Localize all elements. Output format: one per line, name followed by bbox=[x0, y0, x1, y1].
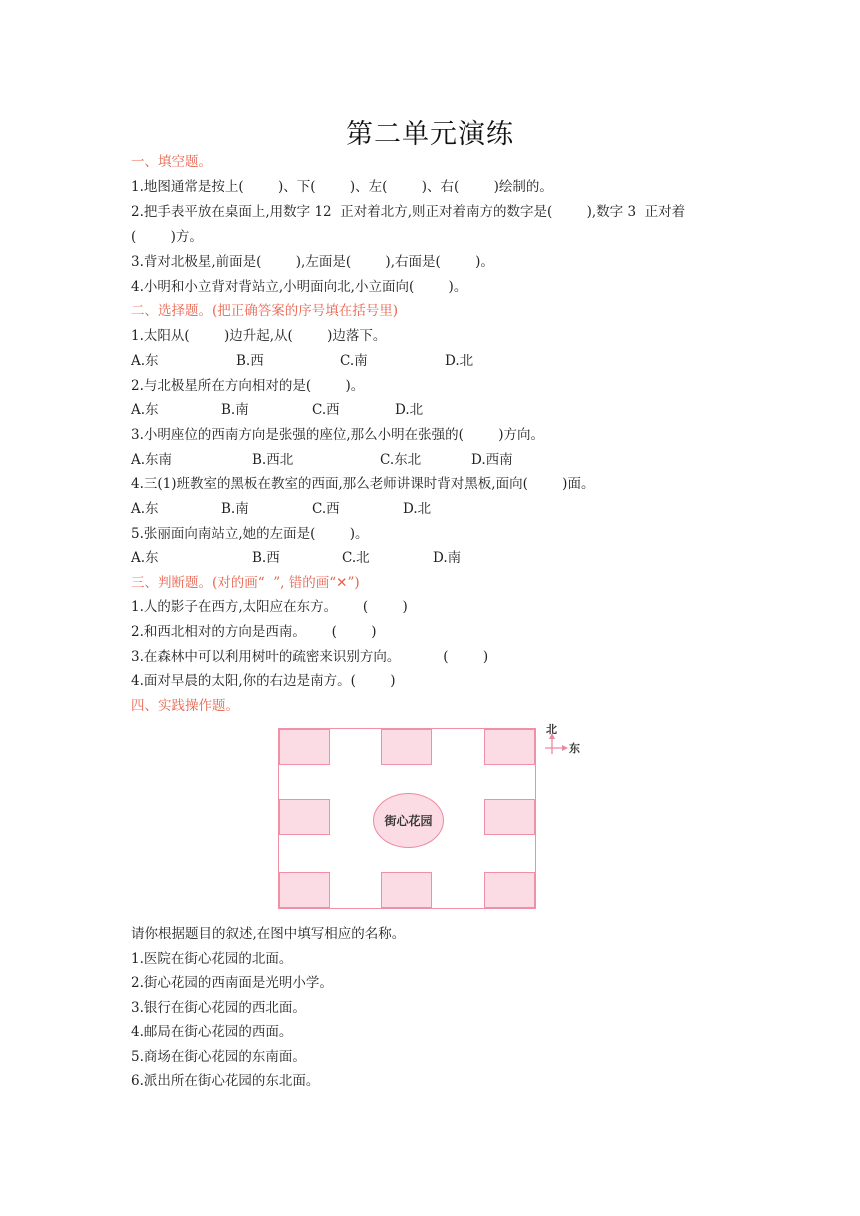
compass-east-label: 东 bbox=[569, 742, 580, 755]
option-d: D.北 bbox=[403, 501, 432, 517]
section-heading-choice: 二、选择题。(把正确答案的序号填在括号里) bbox=[131, 303, 399, 319]
option-b: B.西北 bbox=[252, 452, 294, 468]
judge-item-4: 4.面对早晨的太阳,你的右边是南方。( ) bbox=[131, 673, 396, 689]
option-a: A.东南 bbox=[131, 452, 173, 468]
practice-item-6: 6.派出所在街心花园的东北面。 bbox=[131, 1073, 320, 1089]
practice-instruction: 请你根据题目的叙述,在图中填写相应的名称。 bbox=[131, 926, 406, 942]
option-b: B.西 bbox=[236, 353, 264, 369]
map-block-south bbox=[381, 872, 432, 908]
option-d: D.南 bbox=[433, 550, 462, 566]
option-a: A.东 bbox=[131, 353, 159, 369]
question-2-4: 4.三(1)班教室的黑板在教室的西面,那么老师讲课时背对黑板,面向( )面。 bbox=[131, 476, 595, 492]
map-block-north bbox=[381, 729, 432, 765]
question-1-2-continued: ( )方。 bbox=[131, 229, 203, 245]
map-block-southwest bbox=[279, 872, 330, 908]
map-block-southeast bbox=[484, 872, 535, 908]
map-block-west bbox=[279, 799, 330, 835]
option-d: D.北 bbox=[445, 353, 474, 369]
central-garden-label: 街心花园 bbox=[384, 814, 433, 828]
option-c: C.东北 bbox=[380, 452, 422, 468]
option-b: B.西 bbox=[252, 550, 280, 566]
compass-north-label: 北 bbox=[546, 723, 557, 736]
street-map bbox=[278, 728, 536, 909]
compass-icon bbox=[545, 724, 585, 760]
option-c: C.西 bbox=[312, 402, 340, 418]
section-heading-true-false: 三、判断题。(对的画“ ”, 错的画“✕”) bbox=[131, 575, 360, 591]
option-b: B.南 bbox=[221, 501, 249, 517]
question-2-2: 2.与北极星所在方向相对的是( )。 bbox=[131, 378, 365, 394]
question-2-1: 1.太阳从( )边升起,从( )边落下。 bbox=[131, 328, 387, 344]
question-2-5: 5.张丽面向南站立,她的左面是( )。 bbox=[131, 526, 369, 542]
question-1-1: 1.地图通常是按上( )、下( )、左( )、右( )绘制的。 bbox=[131, 179, 553, 195]
question-2-3: 3.小明座位的西南方向是张强的座位,那么小明在张强的( )方向。 bbox=[131, 427, 545, 443]
option-a: A.东 bbox=[131, 550, 159, 566]
practice-item-5: 5.商场在街心花园的东南面。 bbox=[131, 1049, 306, 1065]
section-heading-fill-blank: 一、填空题。 bbox=[131, 154, 212, 170]
option-d: D.西南 bbox=[471, 452, 513, 468]
practice-item-4: 4.邮局在街心花园的西面。 bbox=[131, 1024, 293, 1040]
page-title: 第二单元演练 bbox=[346, 119, 514, 150]
judge-item-2: 2.和西北相对的方向是西南。 ( ) bbox=[131, 624, 377, 640]
option-d: D.北 bbox=[395, 402, 424, 418]
option-a: A.东 bbox=[131, 402, 159, 418]
question-1-4: 4.小明和小立背对背站立,小明面向北,小立面向( )。 bbox=[131, 279, 468, 295]
option-c: C.南 bbox=[340, 353, 368, 369]
question-1-3: 3.背对北极星,前面是( ),左面是( ),右面是( )。 bbox=[131, 254, 494, 270]
section-heading-practice: 四、实践操作题。 bbox=[131, 698, 239, 714]
judge-item-3: 3.在森林中可以利用树叶的疏密来识别方向。 ( ) bbox=[131, 649, 489, 665]
option-c: C.西 bbox=[312, 501, 340, 517]
judge-item-1: 1.人的影子在西方,太阳应在东方。 ( ) bbox=[131, 599, 408, 615]
option-c: C.北 bbox=[342, 550, 370, 566]
option-b: B.南 bbox=[221, 402, 249, 418]
practice-item-3: 3.银行在街心花园的西北面。 bbox=[131, 1000, 306, 1016]
map-block-northeast bbox=[484, 729, 535, 765]
practice-item-2: 2.街心花园的西南面是光明小学。 bbox=[131, 975, 333, 991]
question-1-2: 2.把手表平放在桌面上,用数字 12 正对着北方,则正对着南方的数字是( ),数字 3 正对着 bbox=[131, 204, 686, 220]
map-block-northwest bbox=[279, 729, 330, 765]
practice-item-1: 1.医院在街心花园的北面。 bbox=[131, 951, 293, 967]
option-a: A.东 bbox=[131, 501, 159, 517]
central-garden bbox=[373, 793, 444, 848]
map-block-east bbox=[484, 799, 535, 835]
